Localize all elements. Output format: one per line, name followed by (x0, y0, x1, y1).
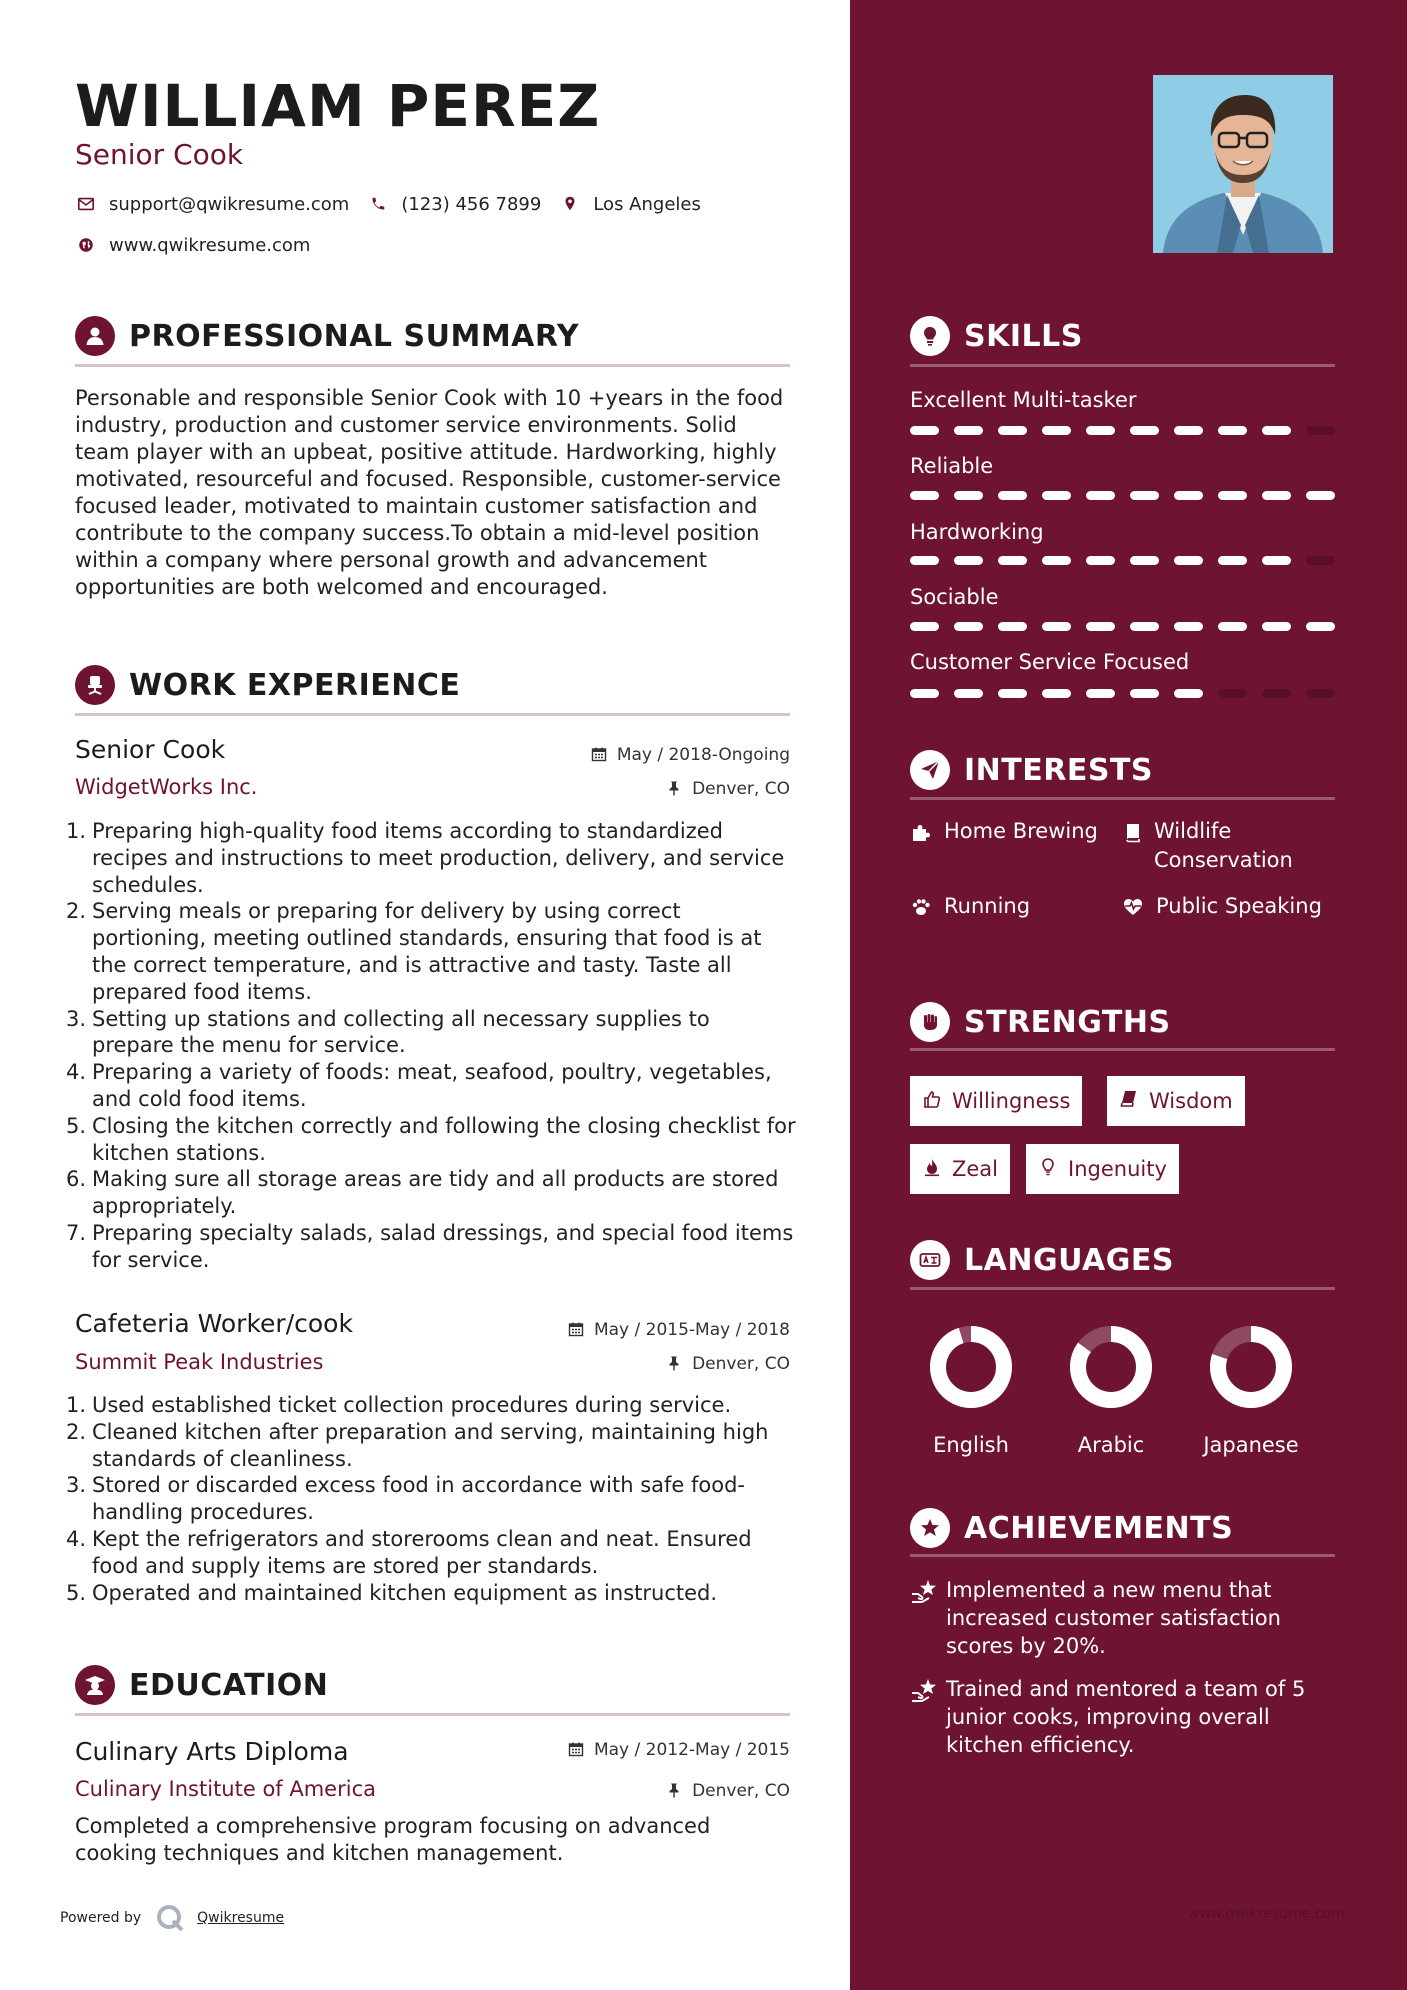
job-location (666, 779, 790, 799)
email-link[interactable]: support@qwikresume.com (109, 193, 350, 215)
job-company: Summit Peak Industries (75, 1350, 324, 1374)
school-name: Culinary Institute of America (75, 1777, 376, 1801)
languages-heading (910, 1240, 1174, 1280)
book-icon (1122, 817, 1144, 875)
raised-fist-icon (910, 1002, 950, 1042)
education-location-text: Denver, CO (692, 1781, 790, 1801)
skill-name: Excellent Multi-tasker (910, 388, 1137, 412)
strength-badge (910, 1076, 1082, 1126)
location-text: Los Angeles (593, 193, 701, 215)
flame-icon (922, 1157, 952, 1182)
language-level-arc (938, 1334, 1004, 1400)
skills-title: SKILLS (964, 318, 1083, 354)
calendar-icon (568, 1321, 586, 1339)
thumbs-up-icon (922, 1089, 952, 1114)
list-item: 5. Operated and maintained kitchen equipment as instructed. (66, 1580, 718, 1605)
skill-dash (998, 689, 1027, 698)
skill-dash (1086, 556, 1115, 565)
skill-dash (910, 622, 939, 631)
skill-dash (954, 689, 983, 698)
education-dates-text: May / 2012-May / 2015 (593, 1740, 790, 1760)
skill-dash (1218, 491, 1247, 500)
job-title: Senior Cook (75, 735, 226, 764)
summary-text: Personable and responsible Senior Cook with 10 +years in the food industry, production and customer service environments. Solid team player with an upbeat, positive attitude. Hardworking, highly motivated, resourceful and focused. Responsible, customer-service focused leader, motivated to maintain customer satisfaction and contribute to the company success.To obtain a mid-level position within a company where personal growth and advancement opportunities are both welcomed and encouraged. (75, 386, 784, 599)
achievements-heading (910, 1508, 1233, 1548)
paper-plane-icon (910, 750, 950, 790)
achievements-title: ACHIEVEMENTS (964, 1510, 1234, 1546)
graduate-icon (75, 1665, 115, 1705)
list-item: 3. Setting up stations and collecting all necessary supplies to prepare the menu for service. (66, 1006, 710, 1058)
skills-rule (910, 364, 1335, 367)
strengths-rule (910, 1048, 1335, 1051)
skill-dash (1218, 622, 1247, 631)
language-level-ring (929, 1325, 1013, 1409)
phone-link[interactable]: (123) 456 7899 (401, 193, 542, 215)
skill-dash (1218, 556, 1247, 565)
language-name: Japanese (1203, 1433, 1299, 1457)
contact-row (75, 193, 719, 215)
star-badge-icon (910, 1508, 950, 1548)
education-heading (75, 1665, 328, 1705)
skill-dash (954, 491, 983, 500)
heartbeat-icon (1122, 892, 1146, 926)
language-level-ring (1209, 1325, 1293, 1409)
achievements-rule (910, 1554, 1335, 1557)
skill-dash (1130, 622, 1159, 631)
achievement-text: Implemented a new menu that increased customer satisfaction scores by 20%. (946, 1578, 1281, 1658)
list-item: 5. Closing the kitchen correctly and following the closing checklist for kitchen stations. (66, 1113, 796, 1165)
skill-level (910, 622, 1350, 631)
list-item: 2. Cleaned kitchen after preparation and serving, maintaining high standards of cleanliness. (66, 1419, 769, 1471)
skill-name: Hardworking (910, 520, 1044, 544)
job-title: Cafeteria Worker/cook (75, 1309, 353, 1338)
skill-dash (1218, 689, 1247, 698)
language-level-ring (1069, 1325, 1153, 1409)
interests-rule (910, 797, 1335, 800)
work-title: WORK EXPERIENCE (129, 667, 461, 703)
skill-dash (954, 426, 983, 435)
job-dates-text: May / 2015-May / 2018 (593, 1320, 790, 1340)
puzzle-icon (910, 817, 934, 851)
strength-badge (1026, 1144, 1179, 1194)
achievement-item (910, 1675, 1330, 1759)
language-item (911, 1325, 1031, 1457)
skill-level (910, 689, 1350, 698)
skill-dash (1262, 556, 1291, 565)
strength-badge (1107, 1076, 1245, 1126)
interest-item (1122, 892, 1322, 926)
star-hand-icon (910, 1675, 946, 1759)
skill-dash (1306, 622, 1335, 631)
skills-heading (910, 316, 1083, 356)
work-heading (75, 665, 460, 705)
skill-dash (1086, 622, 1115, 631)
skill-level (910, 491, 1350, 500)
interest-item (1122, 817, 1322, 875)
skill-level (910, 426, 1350, 435)
skill-dash (1174, 556, 1203, 565)
list-item: 2. Serving meals or preparing for delivery by using correct portioning, meeting outlined standards, ensuring that food is at the correct temperature, and is attractive and tasty. Taste all prepared food items. (66, 899, 762, 1004)
calendar-icon (568, 1741, 586, 1759)
skill-dash (910, 491, 939, 500)
interests-title: INTERESTS (964, 752, 1153, 788)
calendar-icon (591, 746, 609, 764)
achievement-text: Trained and mentored a team of 5 junior cooks, improving overall kitchen efficiency. (946, 1677, 1306, 1757)
envelope-icon (75, 193, 97, 215)
list-item: 3. Stored or discarded excess food in accordance with safe food-handling procedures. (66, 1473, 745, 1525)
job-bullets (66, 818, 796, 1274)
summary-title: PROFESSIONAL SUMMARY (129, 318, 580, 354)
skill-dash (998, 622, 1027, 631)
education-description: Completed a comprehensive program focusing on advanced cooking techniques and kitchen management. (75, 1814, 711, 1865)
job-dates (591, 745, 790, 765)
website-row (75, 234, 328, 256)
list-item: 1. Used established ticket collection procedures during service. (66, 1393, 732, 1417)
skill-name: Sociable (910, 585, 999, 609)
skill-dash (1130, 556, 1159, 565)
strengths-title: STRENGTHS (964, 1004, 1171, 1040)
education-title: EDUCATION (129, 1667, 329, 1703)
job-location-text: Denver, CO (692, 1354, 790, 1374)
pushpin-icon (666, 1355, 684, 1373)
language-name: English (933, 1433, 1009, 1457)
translate-icon (910, 1240, 950, 1280)
skill-dash (1262, 689, 1291, 698)
skill-dash (1086, 491, 1115, 500)
interest-label: Running (944, 894, 1031, 918)
job-company: WidgetWorks Inc. (75, 775, 258, 799)
language-name: Arabic (1077, 1433, 1145, 1457)
pushpin-icon (666, 1782, 684, 1800)
skill-dash (1086, 689, 1115, 698)
achievement-item (910, 1576, 1330, 1660)
office-chair-icon (75, 665, 115, 705)
skill-dash (1130, 491, 1159, 500)
job-dates (568, 1320, 790, 1340)
skill-dash (1306, 689, 1335, 698)
profile-photo (1153, 75, 1333, 253)
qwikresume-link[interactable]: Qwikresume (197, 1910, 285, 1926)
lightbulb-icon (910, 316, 950, 356)
footer-url: www.qwikresume.com (1188, 1906, 1345, 1922)
list-item: 4. Preparing a variety of foods: meat, seafood, poultry, vegetables, and cold food items. (66, 1060, 772, 1111)
skill-dash (1306, 556, 1335, 565)
interest-item (910, 892, 1110, 926)
skill-dash (954, 622, 983, 631)
skill-dash (910, 426, 939, 435)
website-link[interactable]: www.qwikresume.com (109, 234, 311, 256)
skill-dash (1174, 426, 1203, 435)
job-location (666, 1354, 790, 1374)
skill-dash (1174, 491, 1203, 500)
skill-dash (1306, 491, 1335, 500)
phone-icon (367, 193, 389, 215)
skill-dash (1130, 426, 1159, 435)
strength-label: Willingness (952, 1089, 1071, 1113)
strength-label: Ingenuity (1068, 1157, 1167, 1181)
strengths-heading (910, 1002, 1171, 1042)
strength-label: Wisdom (1149, 1089, 1233, 1113)
work-rule (75, 713, 790, 716)
language-item (1191, 1325, 1311, 1457)
skill-dash (998, 556, 1027, 565)
skill-dash (910, 689, 939, 698)
candidate-role: Senior Cook (75, 138, 244, 171)
skill-dash (1174, 689, 1203, 698)
skill-dash (998, 426, 1027, 435)
skill-name: Reliable (910, 454, 994, 478)
skill-name: Customer Service Focused (910, 650, 1190, 674)
interest-item (910, 817, 1110, 851)
skill-dash (1262, 426, 1291, 435)
skill-level (910, 556, 1350, 565)
skill-dash (1042, 622, 1071, 631)
lightbulb-icon (1038, 1157, 1068, 1182)
user-icon (75, 316, 115, 356)
strength-label: Zeal (952, 1157, 999, 1181)
strength-badge (910, 1144, 1010, 1194)
summary-rule (75, 364, 790, 367)
skill-dash (1042, 556, 1071, 565)
interest-label: Home Brewing (944, 819, 1098, 843)
languages-rule (910, 1287, 1335, 1290)
skill-dash (1174, 622, 1203, 631)
job-bullets (66, 1392, 796, 1606)
list-item: 6. Making sure all storage areas are tidy and all products are stored appropriately. (66, 1167, 779, 1219)
skill-dash (1130, 689, 1159, 698)
map-pin-icon (559, 193, 581, 215)
skill-dash (1306, 426, 1335, 435)
powered-by (60, 1903, 284, 1933)
globe-icon (75, 234, 97, 256)
skill-dash (1042, 491, 1071, 500)
education-rule (75, 1713, 790, 1716)
languages-title: LANGUAGES (964, 1242, 1174, 1278)
list-item: 7. Preparing specialty salads, salad dressings, and special food items for service. (66, 1220, 794, 1272)
pushpin-icon (666, 780, 684, 798)
list-item: 1. Preparing high-quality food items according to standardized recipes and instructions to meet production, delivery, and service schedules. (66, 819, 785, 897)
powered-by-label: Powered by (60, 1910, 142, 1926)
list-item: 4. Kept the refrigerators and storerooms clean and neat. Ensured food and supply items are stored per standards. (66, 1526, 752, 1578)
skill-dash (910, 556, 939, 565)
summary-heading (75, 316, 579, 356)
skill-dash (1042, 689, 1071, 698)
candidate-name: WILLIAM PEREZ (75, 72, 601, 140)
skill-dash (1262, 622, 1291, 631)
book-icon (1119, 1089, 1149, 1114)
paw-icon (910, 892, 934, 926)
skill-dash (1218, 426, 1247, 435)
job-location-text: Denver, CO (692, 779, 790, 799)
degree-title: Culinary Arts Diploma (75, 1737, 349, 1766)
education-dates (568, 1740, 790, 1760)
education-location (666, 1781, 790, 1801)
star-hand-icon (910, 1576, 946, 1660)
qwikresume-logo-icon (155, 1903, 185, 1933)
skill-dash (1086, 426, 1115, 435)
skill-dash (998, 491, 1027, 500)
skill-dash (1262, 491, 1291, 500)
interest-label: Public Speaking (1156, 894, 1322, 918)
skill-dash (954, 556, 983, 565)
job-dates-text: May / 2018-Ongoing (616, 745, 790, 765)
interest-label: Wildlife Conservation (1154, 819, 1293, 872)
language-item (1051, 1325, 1171, 1457)
skill-dash (1042, 426, 1071, 435)
interests-heading (910, 750, 1153, 790)
